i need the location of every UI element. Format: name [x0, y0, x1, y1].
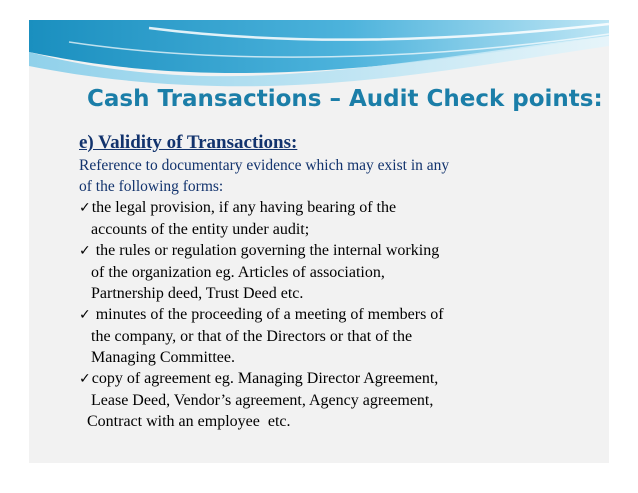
- check-mark-icon: ✓: [79, 371, 91, 387]
- section-heading: e) Validity of Transactions:: [79, 132, 298, 153]
- item-text: Lease Deed, Vendor’s agreement, Agency agreement,: [79, 392, 434, 409]
- checklist-item: [79, 197, 599, 240]
- slide: [29, 20, 609, 463]
- check-mark-icon: ✓: [79, 243, 91, 259]
- item-text: Managing Committee.: [79, 349, 235, 366]
- item-text: copy of agreement eg. Managing Director Agreement,: [91, 370, 439, 387]
- check-mark-icon: ✓: [79, 200, 91, 216]
- item-text: the rules or regulation governing the internal working: [91, 242, 440, 259]
- item-text: Contract with an employee etc.: [79, 413, 291, 430]
- checklist-item: [79, 368, 599, 432]
- check-mark-icon: ✓: [79, 307, 91, 323]
- intro-text: [79, 155, 599, 197]
- checklist-item: [79, 240, 599, 304]
- checklist-item: [79, 304, 599, 368]
- item-text: the legal provision, if any having bearing of the: [91, 199, 397, 216]
- slide-title: Cash Transactions – Audit Check points:: [87, 86, 603, 112]
- slide-content: [79, 130, 599, 432]
- item-text: of the organization eg. Articles of association,: [79, 264, 385, 281]
- item-text: Partnership deed, Trust Deed etc.: [79, 285, 304, 302]
- intro-line: of the following forms:: [79, 178, 224, 195]
- item-text: minutes of the proceeding of a meeting of members of: [91, 306, 444, 323]
- item-text: the company, or that of the Directors or that of the: [79, 328, 413, 345]
- checklist: [79, 197, 599, 432]
- intro-line: Reference to documentary evidence which may exist in any: [79, 157, 450, 174]
- item-text: accounts of the entity under audit;: [79, 221, 310, 238]
- wave-banner: [29, 20, 609, 95]
